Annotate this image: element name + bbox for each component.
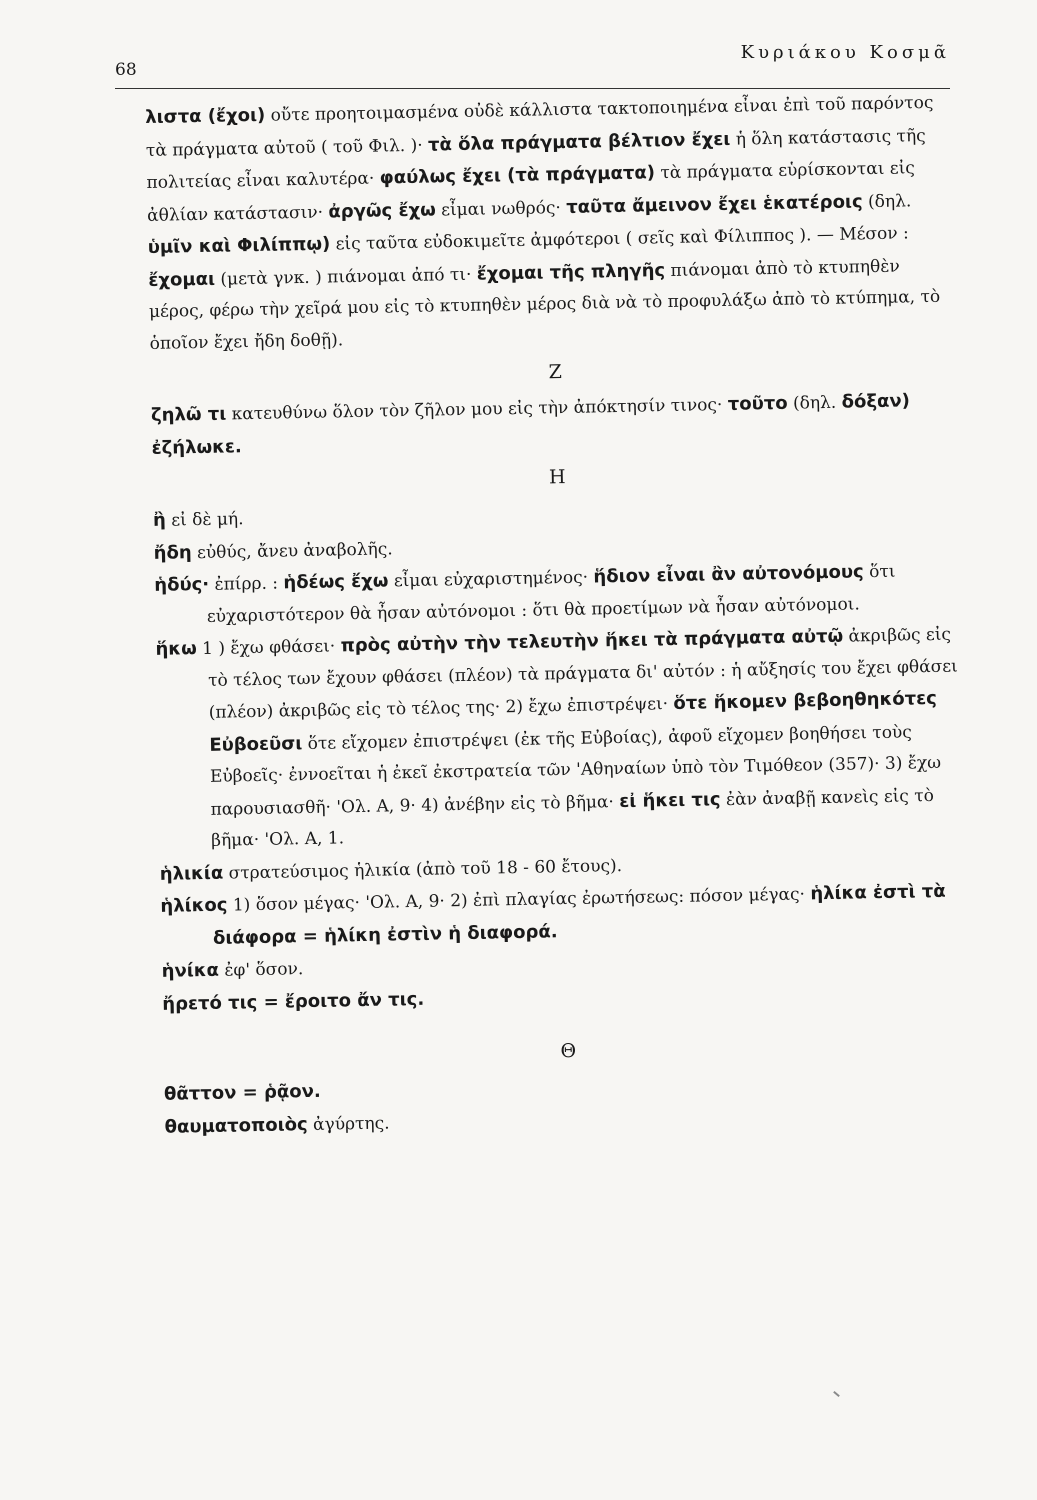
definition-text: τὰ πράγματα εὑρίσκονται εἰς ἀθλίαν κατάστασιν· xyxy=(146,158,915,226)
page-header xyxy=(115,40,950,89)
headword: τὰ ὅλα πράγματα βέλτιον ἔχει xyxy=(427,128,731,156)
definition-text: πιάνομαι ἀπὸ τὸ κτυπηθὲν μέρος, φέρω τὴν χεῖρά μου εἰς τὸ κτυπηθὲν μέρος διὰ νὰ τὸ προφυλάξω ἀπὸ τὸ κτύπημα, τὸ ὁποῖον ἔχει ἤδη δοθῇ). xyxy=(148,256,941,354)
definition-text: 1) ὅσον μέγας· 'Ολ. Α, 9· 2) ἐπὶ πλαγίας ἐρωτήσεως: πόσον μέγας· xyxy=(227,884,811,916)
running-head: Κυριάκου Κοσμᾶ xyxy=(740,42,950,63)
headword: ἀργῶς ἔχω xyxy=(328,198,436,222)
definition-text: εἰ δὲ μή. xyxy=(165,509,244,531)
definition-text: εἶμαι εὐχαριστημένος· xyxy=(388,567,594,592)
headword: ἡνίκα xyxy=(161,959,220,982)
headword: ἤδη xyxy=(153,541,192,564)
headword: ἡλίκα ἐστὶ τὰ διάφορα = ἡλίκη ἐστὶν ἡ διαφορά. xyxy=(212,880,946,949)
section-letter: Η xyxy=(548,465,566,489)
glossary-entry-lista xyxy=(145,86,960,360)
definition-text: ἀγύρτης. xyxy=(307,1112,390,1135)
section-letter: Ζ xyxy=(548,361,563,384)
headword: ἢ xyxy=(152,509,167,531)
headword: ζηλῶ τι xyxy=(150,403,227,426)
headword: τοῦτο xyxy=(727,392,788,415)
headword: πρὸς αὐτὴν τὴν τελευτὴν ἥκει τὰ πράγματα αὐτῷ xyxy=(340,625,844,657)
headword: ἡλίκος xyxy=(160,894,228,917)
definition-text: (δηλ. xyxy=(787,392,842,414)
definition-text: (μετὰ γνκ. ) πιάνομαι ἀπό τι· xyxy=(214,264,477,290)
definition-text: εἶμαι νωθρός· xyxy=(435,197,567,220)
definition-text: στρατεύσιμος ἡλικία (ἀπὸ τοῦ 18 - 60 ἔτους). xyxy=(223,855,623,884)
definition-text: εὐθύς, ἄνευ ἀναβολῆς. xyxy=(191,538,393,563)
glossary-entry-zelo xyxy=(151,384,962,465)
definition-text: ἐφ' ὅσον. xyxy=(218,959,304,981)
definition-text: οὔτε προητοιμασμένα οὐδὲ κάλλιστα τακτοποιημένα εἶναι ἐπὶ τοῦ παρόντος τὰ πράγματα αὐτοῦ ( τοῦ Φιλ. )· xyxy=(145,92,934,161)
headword: ἥκω xyxy=(155,638,197,660)
definition-text: ἡ ὅλη κατάστασις τῆς πολιτείας εἶναι καλυτέρα· xyxy=(146,125,926,193)
headword: ἔχομαι xyxy=(148,268,216,291)
headword: ἥδιον εἶναι ἂν αὐτονόμους xyxy=(593,561,864,588)
section-letter: Θ xyxy=(560,1039,577,1063)
headword: ἡδύς· xyxy=(154,573,210,596)
definition-text: ἐπίρρ. : xyxy=(208,573,284,595)
page-number: 68 xyxy=(115,60,137,80)
definition-text: (δηλ. xyxy=(862,190,912,212)
definition-text: εἰς ταῦτα εὐδοκιμεῖτε ἀμφότεροι ( σεῖς καὶ Φίλιππος ). — Μέσον : xyxy=(330,223,909,255)
headword: ἔχομαι τῆς πληγῆς xyxy=(476,259,666,285)
headword: ἤρετό τις = ἔροιτο ἄν τις. xyxy=(162,988,425,1015)
headword: ὑμῖν καὶ Φιλίππῳ) xyxy=(147,233,331,258)
headword: ἡλικία xyxy=(159,862,224,885)
definition-text: 1 ) ἔχω φθάσει· xyxy=(196,636,341,660)
headword: θᾶττον = ῥᾷον. xyxy=(163,1080,321,1105)
glossary-entry-eko xyxy=(155,618,969,858)
headword: εἰ ἥκει τις xyxy=(619,788,721,812)
definition-text: κατευθύνω ὅλον τὸν ζῆλον μου εἰς τὴν ἀπόκτησίν τινος· xyxy=(226,394,728,425)
headword: ὅτε ἥκομεν βεβοηθηκότες Εὐβοεῦσι xyxy=(209,687,938,756)
glossary-body xyxy=(145,86,975,1143)
headword: θαυματοποιὸς xyxy=(164,1113,308,1138)
headword: ἡδέως ἔχω xyxy=(283,570,389,594)
definition-text: ἐὰν ἀναβῇ κανεὶς εἰς τὸ βῆμα· 'Ολ. Α, 1. xyxy=(211,785,935,851)
headword: δόξαν) ἐζήλωκε. xyxy=(151,390,911,459)
definition-text: ἀκριβῶς εἰς τὸ τέλος των ἔχουν φθάσει (πλέον) τὰ πράγματα δι' αὐτόν : ἡ αὔξησίς του ἔχει φθάσει (πλέον) ἀκριβῶς εἰς τὸ τέλος της· 2) ἔχω ἐπιστρέψει· xyxy=(207,624,958,723)
headword: ταῦτα ἄμεινον ἔχει ἑκατέροις xyxy=(565,190,863,218)
ink-speck xyxy=(833,1391,840,1397)
definition-text: ὅτι εὐχαριστότερον θὰ ἦσαν αὐτόνομοι : ὅτι θὰ προετίμων νὰ ἦσαν αὐτόνομοι. xyxy=(206,561,896,627)
definition-text: ὅτε εἴχομεν ἐπιστρέψει (ἐκ τῆς Εὐβοίας), ἀφοῦ εἴχομεν βοηθήσει τοὺς Εὐβοεῖς· ἐννοεῖται ἡ ἐκεῖ ἐκστρατεία τῶν 'Αθηναίων ὑπὸ τὸν Τιμόθεον (357)· 3) ἔχω παρουσιασθῆ· 'Ολ. Α, 9· 4) ἀνέβην εἰς τὸ βῆμα· xyxy=(209,721,942,820)
headword: λιστα (ἔχοι) xyxy=(145,104,266,128)
headword: φαύλως ἔχει (τὰ πράγματα) xyxy=(379,162,656,189)
